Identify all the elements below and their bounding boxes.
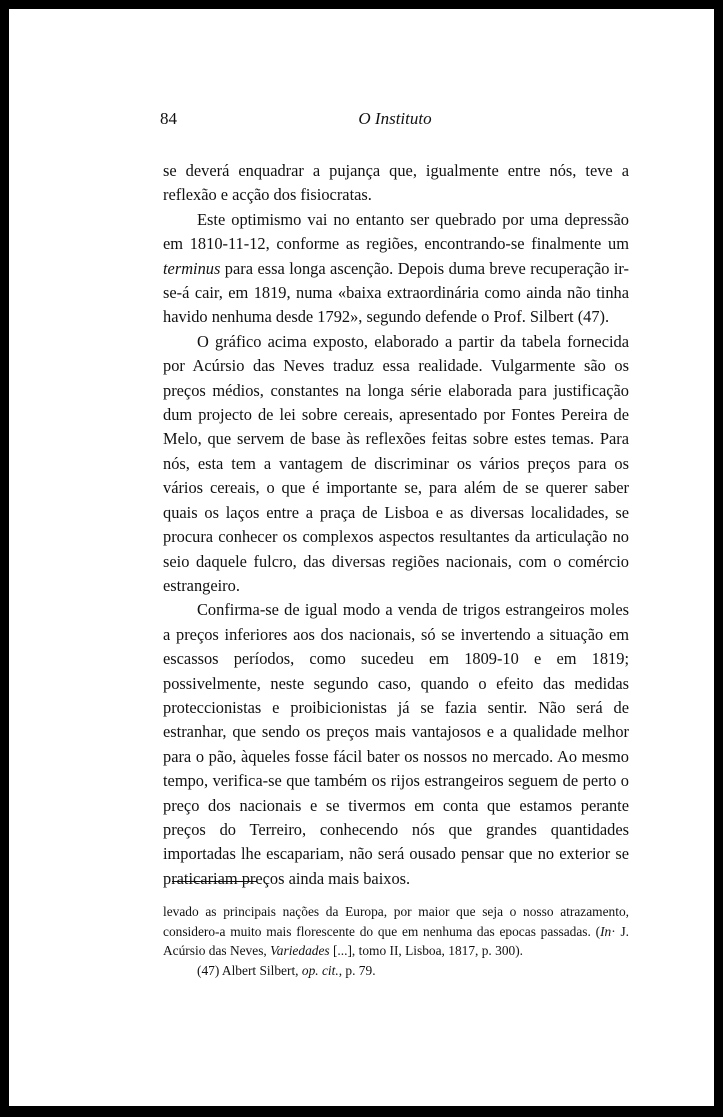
running-header [160,109,630,137]
text-run: Este optimismo vai no entanto ser quebrado por uma depressão em 1810-11-12, conforme as regiões, encontrando-se finalmente um [163,209,629,254]
text-run: , p. 79. [338,962,376,978]
paragraph: O gráfico acima exposto, elaborado a partir da tabela fornecida por Acúrsio das Neves traduz essa realidade. Vulgarmente são os preços médios, constantes na longa série elaborada para justificação dum projecto de lei sobre cereais, apresentado por Fontes Pereira de Melo, que servem de base às reflexões feitas sobre estes temas. Para nós, esta tem a vantagem de discriminar os vários preços para os vários cereais, o que é importante se, para além de se querer saber quais os laços entre a praça de Lisboa e as diversas localidades, se procura conhecer os complexos aspectos resultantes da articulação no seio daquele fulcro, das diversas regiões nacionais, com o comércio estrangeiro. [163,331,629,595]
paragraph: Confirma-se de igual modo a venda de trigos estrangeiros moles a preços inferiores aos dos nacionais, só se invertendo a situação em escassos períodos, como sucedeu em 1809-10 e em 1819; possivelmente, neste segundo caso, quando o efeito das medidas proteccionistas e proibicionistas já se fazia sentir. Não será de estranhar, que sendo os preços mais vantajosos e a qualidade melhor para o pão, àqueles fosse fácil bater os nossos no mercado. Ao mesmo tempo, verifica-se que também os rijos estrangeiros seguem de perto o preço dos nacionais e se tivermos em conta que estamos perante preços do Terreiro, conhecendo nós que grandes quantidades importadas lhe escapariam, não será ousado pensar que no exterior se praticariam preços ainda mais baixos. [163,600,629,888]
text-run: [...], tomo II, Lisboa, 1817, p. 300). [329,943,524,959]
text-run: para essa longa ascenção. Depois duma breve recuperação ir-se-á cair, em 1819, numa «baixa extraordinária como ainda não tinha havido nenhuma desde 1792», segundo defende o Prof. Silbert (47). [163,258,629,327]
page [9,9,714,1106]
italic-text: In [600,923,612,939]
journal-title: O Instituto [358,109,432,128]
footnotes [163,902,629,980]
italic-term: terminus [163,258,221,278]
body-text [163,159,629,891]
footnote-continuation [163,902,629,961]
text-run: levado as principais nações da Europa, por maior que seja o nosso atrazamento, considero-a muito mais florescente do que em nenhuma das epocas passadas. ( [163,904,629,939]
text-run: · J. Acúrsio das Neves, [163,923,629,959]
italic-title: Variedades [270,943,330,959]
footnote-rule [172,881,257,882]
footnote-47 [163,961,629,981]
text-run: (47) Albert Silbert, [197,962,302,978]
paragraph-continuation: se deverá enquadrar a pujança que, igualmente entre nós, teve a reflexão e acção dos fisiocratas. [163,161,629,205]
paragraph [163,208,629,330]
italic-text: op. cit. [301,962,339,978]
page-number: 84 [160,109,177,128]
